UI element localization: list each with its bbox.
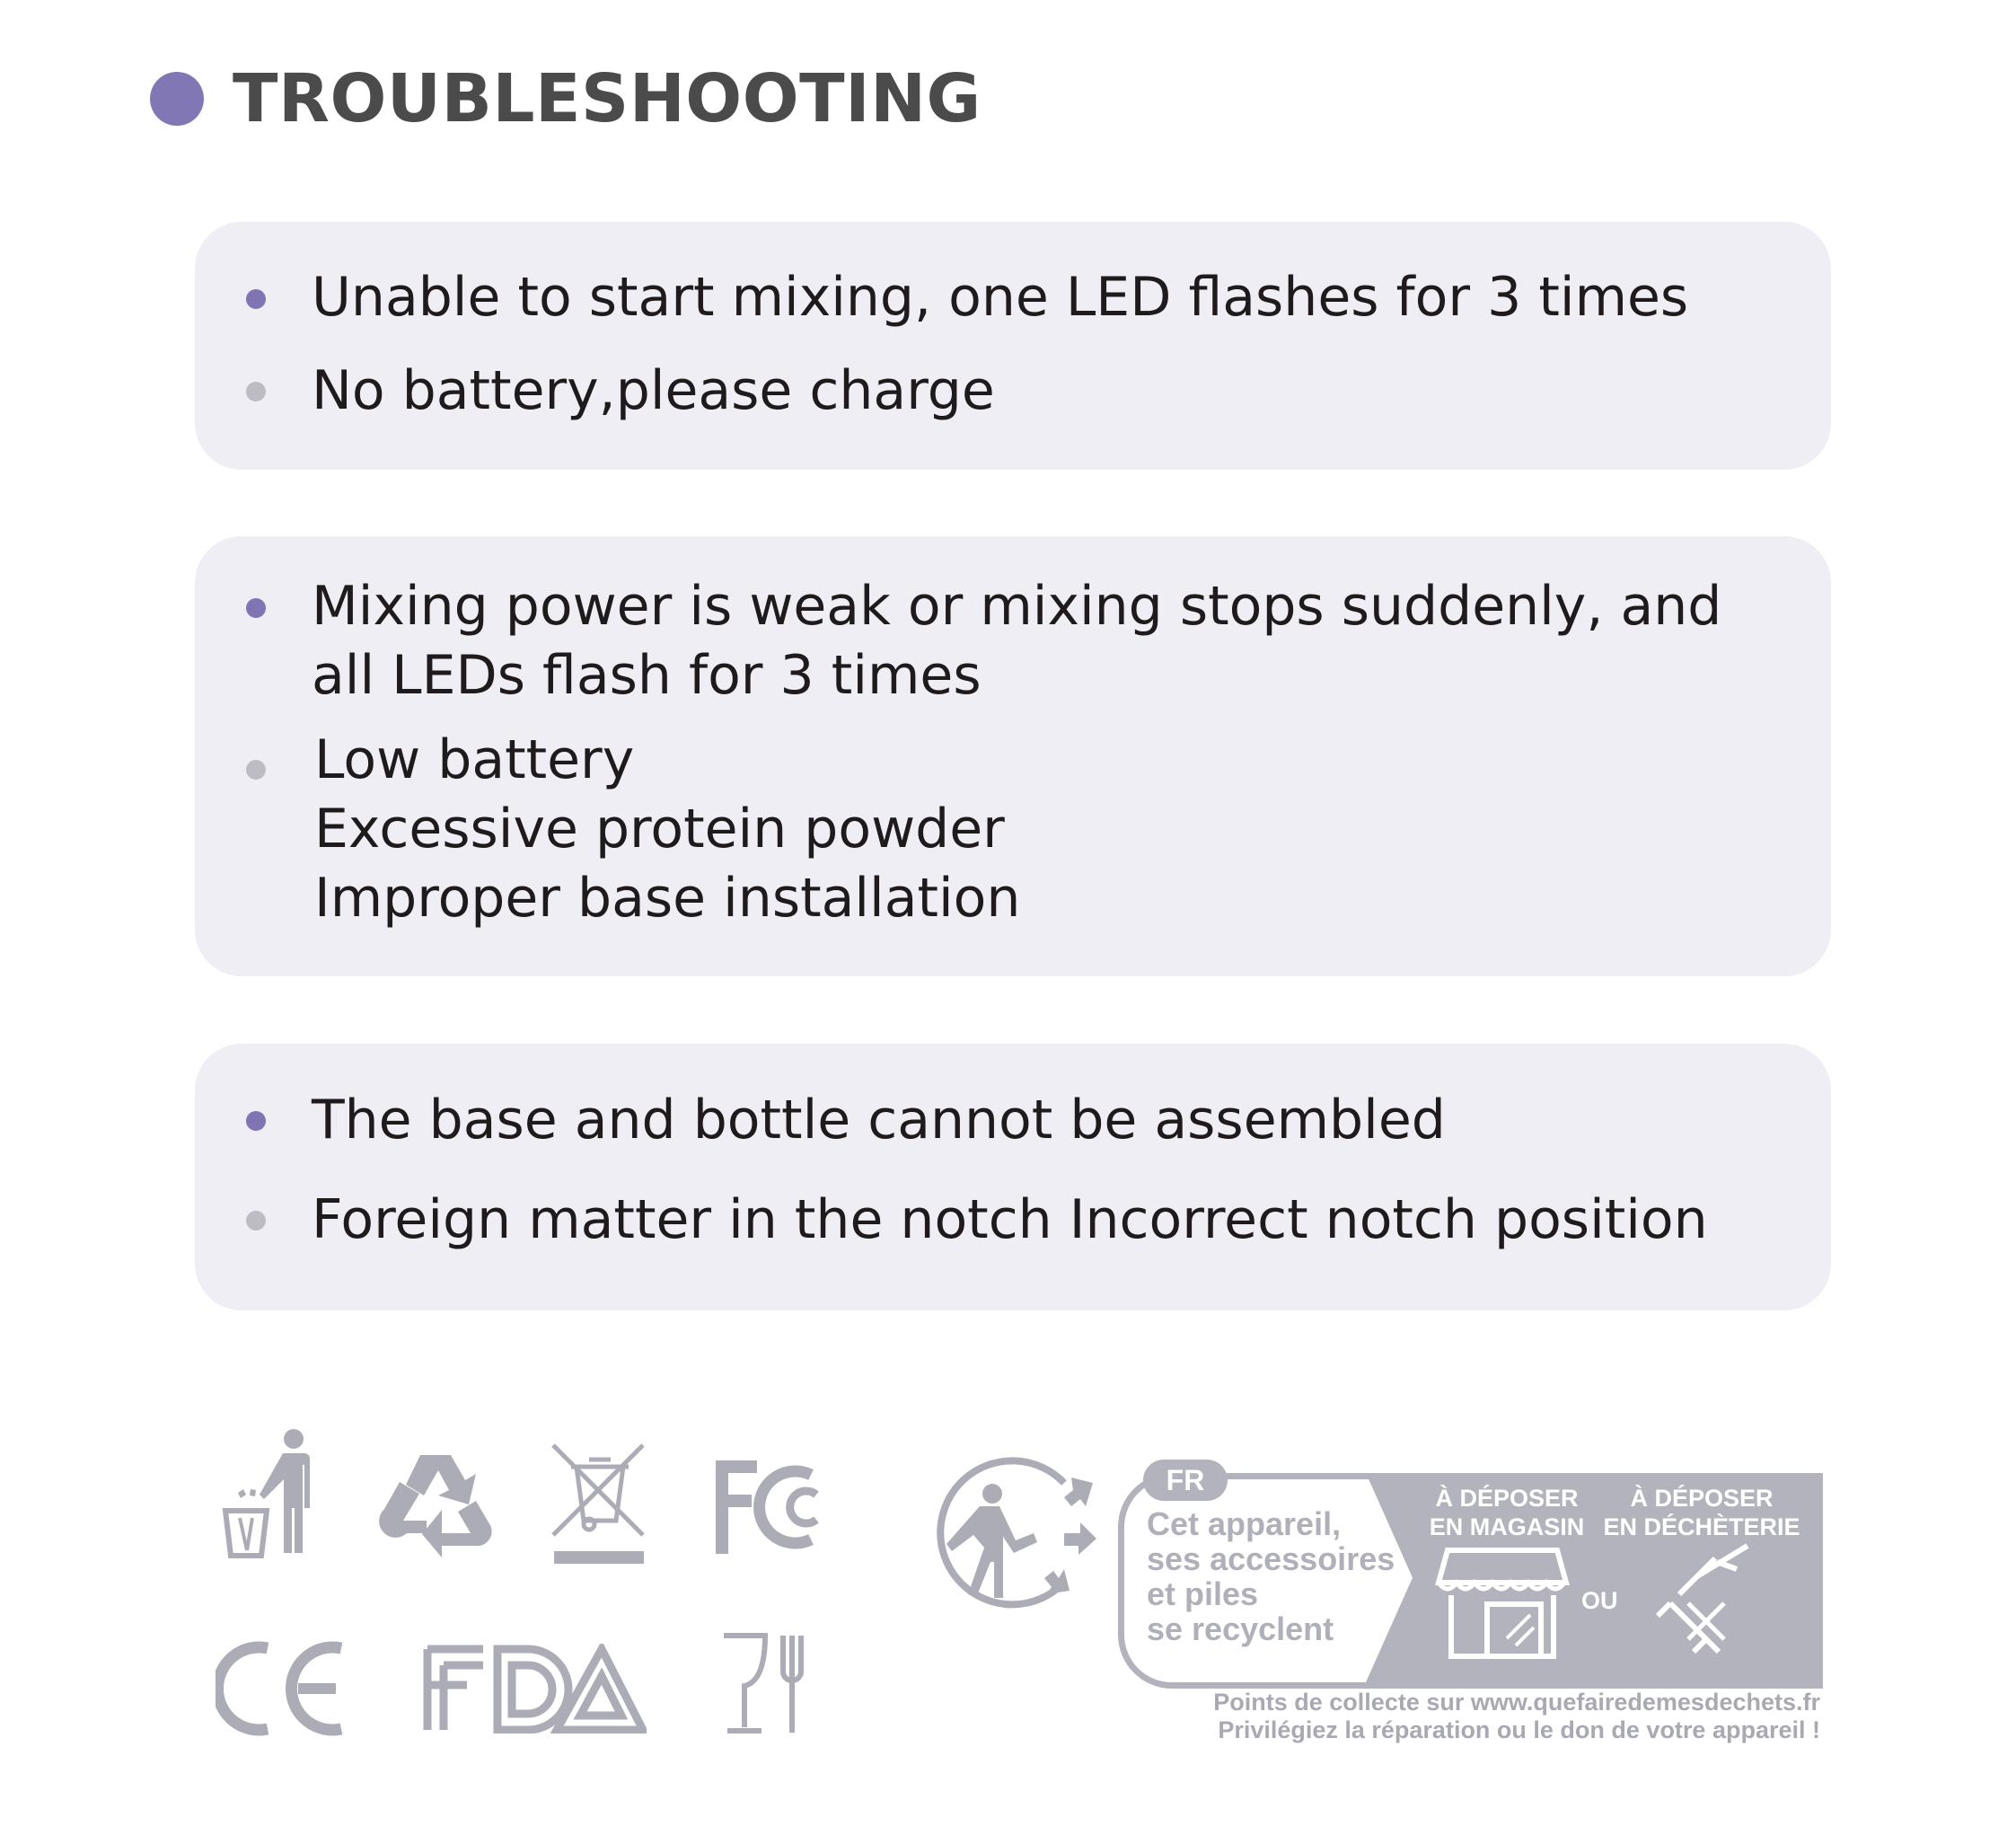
solution-bullet-icon (246, 1211, 266, 1231)
collection-points-text: Points de collecte sur www.quefairedemesdechets.fr (1213, 1689, 1820, 1716)
problem-bullet-icon (246, 1111, 266, 1131)
drop-off-icon (1643, 1540, 1769, 1666)
page-title: TROUBLESHOOTING (233, 60, 982, 137)
header-bullet-icon (150, 72, 204, 126)
recycle-text: Cet appareil, ses accessoires et piles se recyclent (1147, 1505, 1395, 1647)
problem-bullet-icon (246, 598, 266, 618)
troubleshoot-card-2 (195, 536, 1831, 976)
weee-bin-icon (550, 1442, 648, 1567)
solution-text: No battery,please charge (312, 359, 995, 422)
problem-text-line-1: Mixing power is weak or mixing stops suddenly, and (312, 575, 1722, 638)
ce-mark-icon (216, 1639, 350, 1738)
recycle-icon (377, 1446, 494, 1558)
problem-text: Unable to start mixing, one LED flashes for 3 times (312, 266, 1689, 329)
section-header (150, 49, 982, 148)
problem-text: The base and bottle cannot be assembled (312, 1089, 1446, 1151)
tidyman-icon (220, 1428, 328, 1563)
solution-text-line-3: Improper base installation (314, 867, 1021, 930)
store-label: À DÉPOSER EN MAGASIN (1429, 1485, 1585, 1540)
dump-label: À DÉPOSER EN DÉCHÈTERIE (1603, 1485, 1800, 1540)
or-label: OU (1581, 1587, 1618, 1614)
food-safe-icon (718, 1630, 813, 1738)
country-tag: FR (1143, 1460, 1228, 1501)
solution-text-line-2: Excessive protein powder (314, 798, 1005, 860)
repair-advice-text: Privilégiez la réparation ou le don de votre appareil ! (1218, 1716, 1820, 1743)
solution-bullet-icon (246, 760, 266, 780)
solution-text-line-1: Low battery (314, 728, 635, 791)
solution-text: Foreign matter in the notch Incorrect notch position (312, 1188, 1708, 1251)
problem-bullet-icon (246, 289, 266, 309)
triman-icon (929, 1451, 1100, 1612)
troubleshoot-card-3 (195, 1044, 1831, 1310)
store-icon (1435, 1545, 1570, 1662)
problem-text-line-2: all LEDs flash for 3 times (312, 644, 982, 707)
troubleshoot-card-1 (195, 222, 1831, 470)
fcc-logo-icon (714, 1455, 840, 1558)
fda-logo-icon (422, 1644, 647, 1734)
solution-bullet-icon (246, 382, 266, 401)
